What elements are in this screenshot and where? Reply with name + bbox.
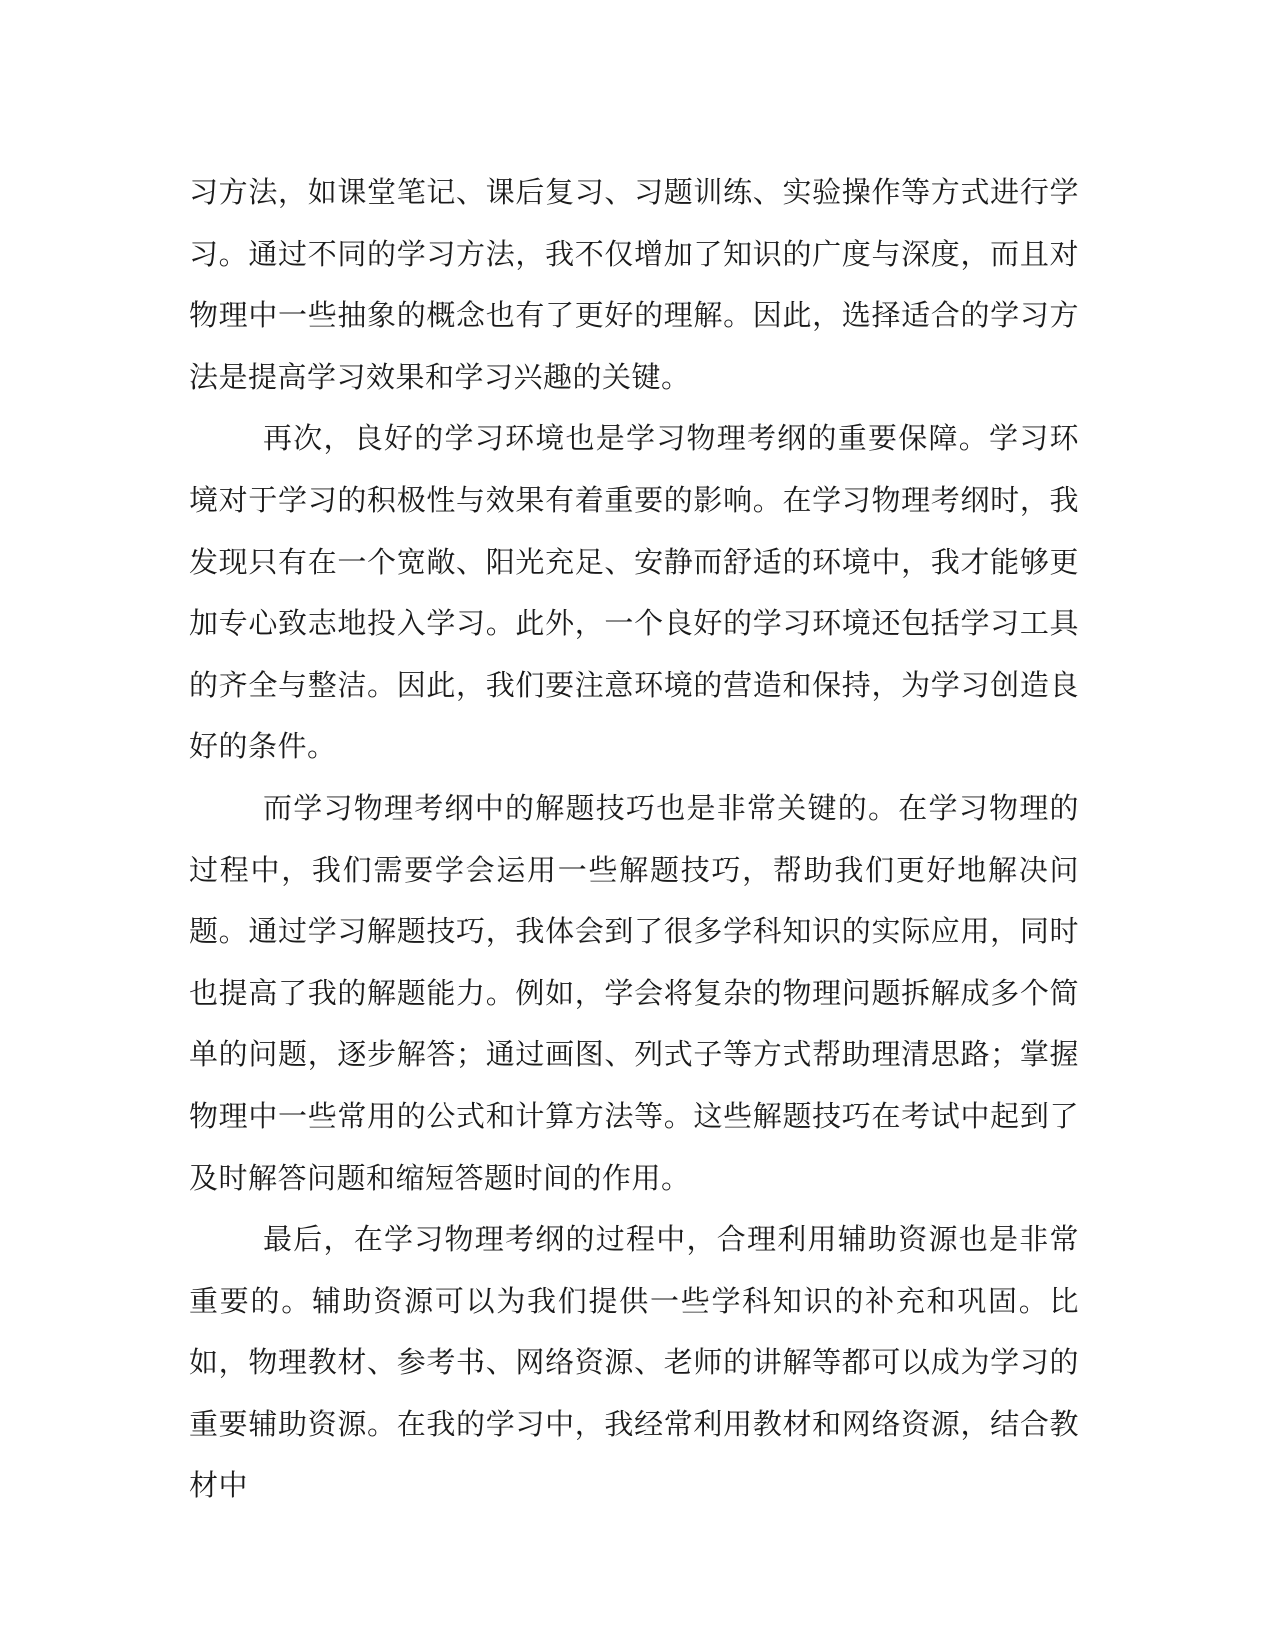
- paragraph-learning-methods: 习方法，如课堂笔记、课后复习、习题训练、实验操作等方式进行学习。通过不同的学习方法，我不仅增加了知识的广度与深度，而且对物理中一些抽象的概念也有了更好的理解。因此，选择适合的学习方法是提高学习效果和学习兴趣的关键。: [189, 175, 1079, 394]
- paragraph-auxiliary-resources: 最后，在学习物理考纲的过程中，合理利用辅助资源也是非常重要的。辅助资源可以为我们提供一些学科知识的补充和巩固。比如，物理教材、参考书、网络资源、老师的讲解等都可以成为学习的重要辅助资源。在我的学习中，我经常利用教材和网络资源，结合教材中: [189, 1222, 1079, 1503]
- paragraph-learning-environment: 再次，良好的学习环境也是学习物理考纲的重要保障。学习环境对于学习的积极性与效果有着重要的影响。在学习物理考纲时，我发现只有在一个宽敞、阳光充足、安静而舒适的环境中，我才能够更加专心致志地投入学习。此外，一个良好的学习环境还包括学习工具的齐全与整洁。因此，我们要注意环境的营造和保持，为学习创造良好的条件。: [189, 421, 1079, 764]
- body-text: [189, 162, 1079, 1517]
- paragraph-problem-solving: 而学习物理考纲中的解题技巧也是非常关键的。在学习物理的过程中，我们需要学会运用一些解题技巧，帮助我们更好地解决问题。通过学习解题技巧，我体会到了很多学科知识的实际应用，同时也提高了我的解题能力。例如，学会将复杂的物理问题拆解成多个简单的问题，逐步解答；通过画图、列式子等方式帮助理清思路；掌握物理中一些常用的公式和计算方法等。这些解题技巧在考试中起到了及时解答问题和缩短答题时间的作用。: [189, 790, 1079, 1195]
